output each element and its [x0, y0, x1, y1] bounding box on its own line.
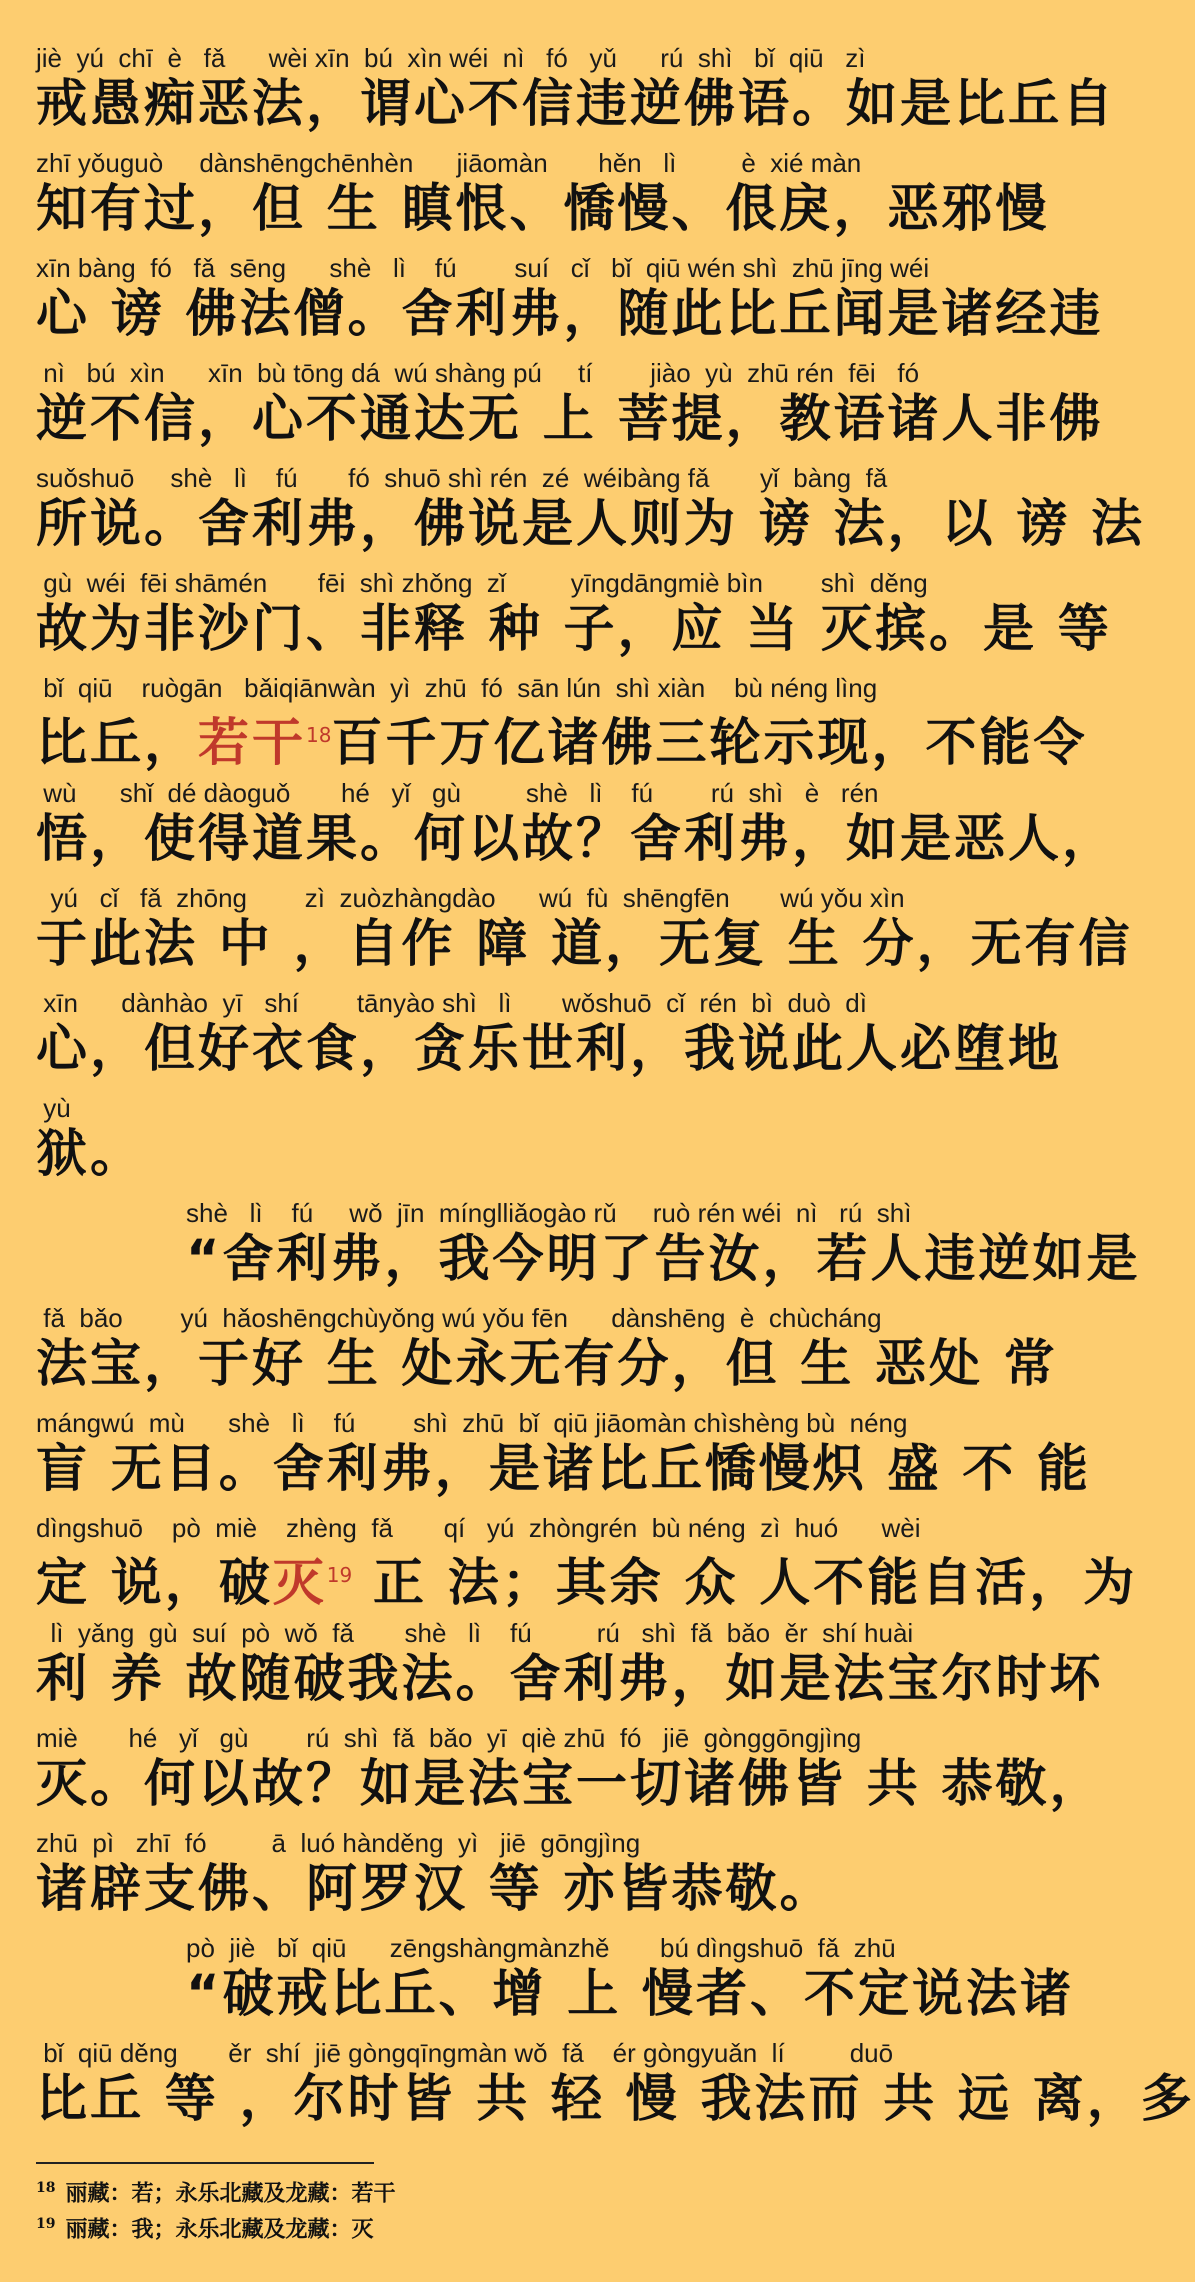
pinyin-line: pò jiè bǐ qiū zēngshàngmànzhě bú dìngshuō fǎ zhū	[186, 1933, 896, 1963]
text-line	[36, 567, 1112, 672]
footnote-text: 丽藏：我；永乐北藏及龙藏：灭	[65, 2216, 374, 2243]
chinese-line: 灭。何以故？如是法宝一切诸佛皆 共 恭敬，	[36, 1755, 1104, 1814]
pinyin-line: mángwú mù shè lì fú shì zhū bǐ qiū jiāomàn chìshèng bù néng	[36, 1408, 908, 1438]
text-line	[36, 672, 1088, 777]
text-line	[36, 882, 1133, 987]
pinyin-line: bǐ qiū děng ěr shí jiē gòngqīngmàn wǒ fǎ ér gòngyuǎn lí duō	[36, 2038, 894, 2068]
footnote-marker[interactable]: 19	[326, 1563, 353, 1587]
pinyin-line: bǐ qiū ruògān bǎiqiānwàn yì zhū fó sān lún shì xiàn bù néng lìng	[36, 673, 878, 703]
chinese-line: “舍利弗，我今明了告汝，若人违逆如是	[186, 1230, 1141, 1289]
pinyin-line: jiè yú chī è fǎ wèi xīn bú xìn wéi nì fó yǔ rú shì bǐ qiū zì	[36, 43, 866, 73]
text-line	[36, 777, 1117, 882]
pinyin-line: yù	[36, 1093, 71, 1123]
chinese-line: 利 养 故随破我法。舍利弗，如是法宝尔时坏	[36, 1650, 1104, 1709]
footnote-number: 18	[36, 2180, 56, 2196]
text-line	[36, 1407, 1092, 1512]
variant-reading: 灭	[272, 1554, 327, 1613]
pinyin-line: xīn bàng fó fǎ sēng shè lì fú suí cǐ bǐ qiū wén shì zhū jīng wéi	[36, 253, 930, 283]
pinyin-line: dìngshuō pò miè zhèng fǎ qí yú zhòngrén bù néng zì huó wèi	[36, 1513, 921, 1543]
text-line	[36, 1827, 1044, 1932]
chinese-line: 盲 无目。舍利弗，是诸比丘憍慢炽 盛 不 能	[36, 1440, 1092, 1499]
text-line	[36, 1932, 1075, 2037]
text-line	[36, 147, 1050, 252]
chinese-line: 知有过，但 生 瞋恨、憍慢、佷戾，恶邪慢	[36, 180, 1050, 239]
pinyin-line: xīn dànhào yī shí tānyào shì lì wǒshuō cǐ rén bì duò dì	[36, 988, 867, 1018]
pinyin-line: fǎ bǎo yú hǎoshēngchùyǒng wú yǒu fēn dànshēng è chùcháng	[36, 1303, 882, 1333]
footnote-item	[36, 2170, 396, 2206]
footnote-marker[interactable]: 18	[306, 723, 332, 747]
pinyin-line: nì bú xìn xīn bù tōng dá wú shàng pú tí jiào yù zhū rén fēi fó	[36, 358, 920, 388]
chinese-line: 所说。舍利弗，佛说是人则为 谤 法，以 谤 法	[36, 495, 1146, 554]
chinese-line: 比丘，若干$^{18}$百千万亿诸佛三轮示现，不能令	[36, 714, 1088, 773]
chinese-line: 戒愚痴恶法，谓心不信违逆佛语。如是比丘自	[36, 75, 1117, 134]
text-line	[36, 1092, 1044, 1197]
chinese-line: 定 说，破灭$^{19}$ 正 法；其余 众 人不能自活，为	[36, 1554, 1138, 1613]
footnotes	[36, 2170, 396, 2242]
chinese-line: 法宝，于好 生 处永无有分，但 生 恶处 常	[36, 1335, 1058, 1394]
footnote-number: 19	[36, 2216, 56, 2232]
chinese-line: 狱。	[36, 1125, 145, 1184]
text-line	[36, 252, 1104, 357]
chinese-line: 比丘 等 ，尔时皆 共 轻 慢 我法而 共 远 离，多	[36, 2070, 1195, 2129]
text-line	[36, 1617, 1104, 1722]
chinese-line: 故为非沙门、非释 种 子，应 当 灭摈。是 等	[36, 600, 1112, 659]
footnote-text: 丽藏：若；永乐北藏及龙藏：若干	[65, 2180, 396, 2207]
text-line	[36, 1722, 1104, 1827]
text-line	[36, 2037, 1195, 2142]
text-line	[36, 987, 1063, 1092]
text-body	[36, 42, 1195, 2142]
pinyin-line: shè lì fú wǒ jīn mínglliǎogào rǔ ruò rén wéi nì rú shì	[186, 1198, 912, 1228]
chinese-line: 悟，使得道果。何以故？舍利弗，如是恶人，	[36, 810, 1117, 869]
chinese-line: 心，但好衣食，贪乐世利，我说此人必堕地	[36, 1020, 1063, 1079]
variant-reading: 若干	[198, 714, 307, 773]
pinyin-line: suǒshuō shè lì fú fó shuō shì rén zé wéibàng fǎ yǐ bàng fǎ	[36, 463, 888, 493]
footnote-item	[36, 2206, 396, 2242]
pinyin-line: zhū pì zhī fó ā luó hànděng yì jiē gōngjìng	[36, 1828, 641, 1858]
chinese-line: 于此法 中 ，自作 障 道，无复 生 分，无有信	[36, 915, 1133, 974]
chinese-line: 逆不信，心不通达无 上 菩提，教语诸人非佛	[36, 390, 1104, 449]
chinese-line: 心 谤 佛法僧。舍利弗，随此比丘闻是诸经违	[36, 285, 1104, 344]
pinyin-line: wù shǐ dé dàoguǒ hé yǐ gù shè lì fú rú shì è rén	[36, 778, 879, 808]
pinyin-line: yú cǐ fǎ zhōng zì zuòzhàngdào wú fù shēngfēn wú yǒu xìn	[36, 883, 905, 913]
text-line	[36, 42, 1117, 147]
pinyin-line: zhī yǒuguò dànshēngchēnhèn jiāomàn hěn lì è xié màn	[36, 148, 862, 178]
chinese-line: “破戒比丘、增 上 慢者、不定说法诸	[186, 1965, 1075, 2024]
pinyin-line: lì yǎng gù suí pò wǒ fǎ shè lì fú rú shì fǎ bǎo ěr shí huài	[36, 1618, 914, 1648]
text-line	[36, 1512, 1138, 1617]
pinyin-line: gù wéi fēi shāmén fēi shì zhǒng zǐ yīngdāngmiè bìn shì děng	[36, 568, 928, 598]
chinese-line: 诸辟支佛、阿罗汉 等 亦皆恭敬。	[36, 1860, 834, 1919]
pinyin-line: miè hé yǐ gù rú shì fǎ bǎo yī qiè zhū fó jiē gònggōngjìng	[36, 1723, 862, 1753]
text-line	[36, 357, 1104, 462]
text-line	[36, 1302, 1058, 1407]
text-line	[36, 462, 1146, 567]
footnote-divider	[36, 2162, 374, 2164]
text-line	[36, 1197, 1141, 1302]
